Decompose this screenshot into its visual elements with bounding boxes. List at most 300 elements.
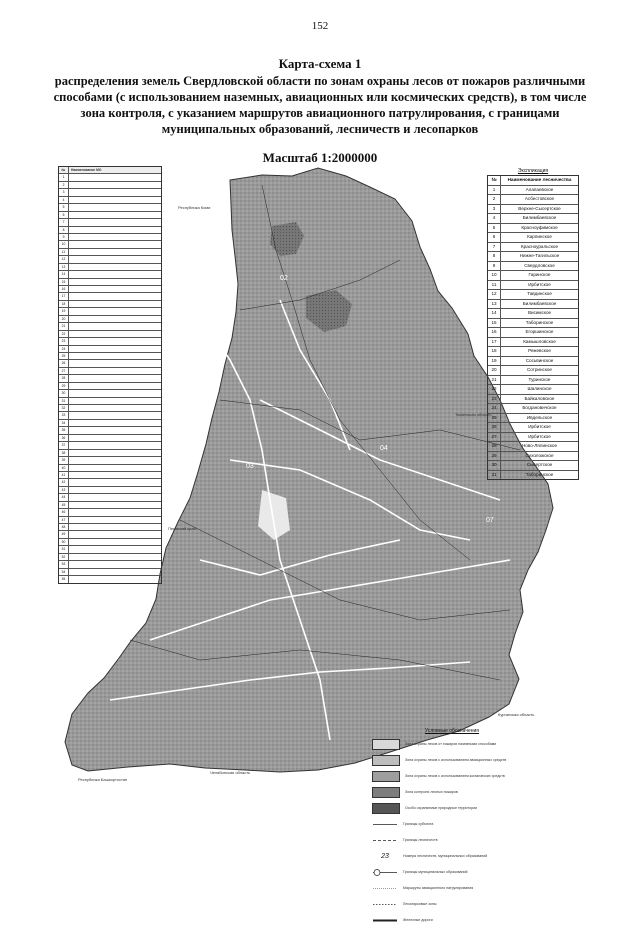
table-row-number: 27 bbox=[59, 368, 69, 374]
explication-number: 20 bbox=[488, 366, 501, 375]
table-row bbox=[59, 420, 161, 427]
table-row-name bbox=[69, 279, 161, 285]
zone-label-03: 03 bbox=[246, 463, 254, 470]
table-row bbox=[59, 271, 161, 278]
legend-line-symbol bbox=[372, 836, 398, 845]
explication-row bbox=[488, 224, 578, 234]
table-row bbox=[59, 323, 161, 330]
table-row-number: 52 bbox=[59, 554, 69, 560]
table-row bbox=[59, 375, 161, 382]
explication-row bbox=[488, 205, 578, 215]
table-row bbox=[59, 390, 161, 397]
table-row bbox=[59, 442, 161, 449]
table-row-number: 26 bbox=[59, 360, 69, 366]
legend-text: Границы муниципальных образований bbox=[403, 870, 468, 875]
table-row-name bbox=[69, 346, 161, 352]
legend-swatch bbox=[372, 803, 400, 814]
explication-number: 19 bbox=[488, 357, 501, 366]
table-row-number: 44 bbox=[59, 494, 69, 500]
legend-text: Зона охраны лесов с использованием космических средств bbox=[405, 774, 505, 779]
explication-name: Гаринское bbox=[528, 272, 551, 277]
table-row bbox=[59, 561, 161, 568]
table-row-number: 16 bbox=[59, 286, 69, 292]
table-row bbox=[59, 494, 161, 501]
table-row-name bbox=[69, 427, 161, 433]
explication-row bbox=[488, 186, 578, 196]
explication-name: Асбестовское bbox=[524, 196, 555, 201]
table-row-name bbox=[69, 375, 161, 381]
explication-name: Алапаевское bbox=[525, 186, 554, 192]
table-row-number: 42 bbox=[59, 479, 69, 485]
table-row-name bbox=[69, 316, 161, 322]
table-row-name bbox=[69, 264, 161, 270]
legend-text: Лесопарковые зоны bbox=[403, 902, 437, 907]
table-row bbox=[59, 479, 161, 486]
table-row bbox=[59, 517, 161, 524]
legend-number-badge: 23 bbox=[381, 853, 389, 860]
explication-name: Сухоложское bbox=[525, 452, 554, 458]
table-row-number: 54 bbox=[59, 569, 69, 575]
table-row-name bbox=[69, 212, 161, 218]
label-neighbor-komi: Республика Коми bbox=[178, 205, 211, 210]
table-row-number: 48 bbox=[59, 524, 69, 530]
table-row bbox=[59, 241, 161, 248]
table-row-name bbox=[69, 517, 161, 523]
table-row-number: 3 bbox=[59, 189, 69, 195]
explication-row bbox=[488, 376, 578, 386]
legend-line-symbol bbox=[372, 868, 398, 877]
table-row bbox=[59, 286, 161, 293]
table-row-name bbox=[69, 383, 161, 389]
table-row-name bbox=[69, 569, 161, 575]
table-row bbox=[59, 546, 161, 553]
legend-item bbox=[372, 754, 532, 767]
table-row-number: 15 bbox=[59, 279, 69, 285]
explication-number: 18 bbox=[488, 347, 501, 356]
table-row bbox=[59, 264, 161, 271]
legend-item bbox=[372, 818, 532, 831]
table-row bbox=[59, 308, 161, 315]
explication-number: 2 bbox=[488, 195, 501, 204]
explication-row bbox=[488, 442, 578, 452]
table-row bbox=[59, 212, 161, 219]
table-row-number: 49 bbox=[59, 531, 69, 537]
table-row-name bbox=[69, 561, 161, 567]
explication-number: 17 bbox=[488, 338, 501, 347]
table-row-name bbox=[69, 353, 161, 359]
table-row-number: 32 bbox=[59, 405, 69, 411]
explication-name: Карпинское bbox=[527, 234, 552, 239]
explication-header: № Наименование лесничества bbox=[488, 176, 578, 186]
table-row-number: 5 bbox=[59, 204, 69, 210]
explication-number: 8 bbox=[488, 252, 501, 261]
table-row-number: 8 bbox=[59, 227, 69, 233]
explication-row bbox=[488, 366, 578, 376]
legend-text: Зона контроля лесных пожаров bbox=[405, 790, 458, 795]
explication-row bbox=[488, 309, 578, 319]
legend-text: Границы субъекта bbox=[403, 822, 434, 827]
explication-row bbox=[488, 195, 578, 205]
table-row-name bbox=[69, 338, 161, 344]
table-row bbox=[59, 531, 161, 538]
table-row bbox=[59, 524, 161, 531]
explication-name: Ново-Лялинское bbox=[521, 443, 558, 448]
explication-number: 6 bbox=[488, 233, 501, 242]
table-row-name bbox=[69, 450, 161, 456]
table-row-name bbox=[69, 249, 161, 255]
table-row-number: 25 bbox=[59, 353, 69, 359]
table-row-number: 22 bbox=[59, 331, 69, 337]
legend-line-symbol bbox=[372, 916, 398, 925]
forestry-explication bbox=[487, 168, 579, 480]
label-neighbor-tyumen: Тюменская область bbox=[455, 412, 492, 417]
explication-row bbox=[488, 471, 578, 480]
legend-item bbox=[372, 866, 532, 879]
table-row bbox=[59, 509, 161, 516]
title-line-2: распределения земель Свердловской области по зонам охраны лесов от пожаров различными способами (с использованием наземных, авиационных или космических средств), в том числе зона контроля, с указанием маршрутов авиационного патрулирования, с границами муниципальных образований, лесничеств и лесопарков bbox=[53, 74, 587, 136]
legend-caption: Условные обозначения bbox=[424, 728, 480, 734]
explication-number: 30 bbox=[488, 461, 501, 470]
table-row-number: 43 bbox=[59, 487, 69, 493]
legend-text: Номера лесничеств, муниципальных образований bbox=[403, 854, 488, 859]
table-row bbox=[59, 293, 161, 300]
explication-row bbox=[488, 414, 578, 424]
legend-item bbox=[372, 738, 532, 751]
table-row-number: 45 bbox=[59, 502, 69, 508]
explication-row bbox=[488, 404, 578, 414]
table-row bbox=[59, 316, 161, 323]
explication-name: Таборинское bbox=[525, 319, 554, 325]
legend-item bbox=[372, 770, 532, 783]
table-row bbox=[59, 360, 161, 367]
table-row-number: 7 bbox=[59, 219, 69, 225]
table-row bbox=[59, 450, 161, 457]
table-row bbox=[59, 427, 161, 434]
table-row-name bbox=[69, 219, 161, 225]
legend-swatch bbox=[372, 755, 400, 766]
table-row-number: 4 bbox=[59, 197, 69, 203]
legend-text: Железные дороги bbox=[403, 918, 433, 923]
table-row bbox=[59, 338, 161, 345]
table-row-number: 12 bbox=[59, 256, 69, 262]
legend-swatch bbox=[372, 771, 400, 782]
explication-number: 14 bbox=[488, 309, 501, 318]
table-row bbox=[59, 569, 161, 576]
explication-number: 26 bbox=[488, 423, 501, 432]
table-row bbox=[59, 576, 161, 582]
explication-name: Сотринское bbox=[526, 367, 552, 372]
explication-row bbox=[488, 233, 578, 243]
table-row-name bbox=[69, 293, 161, 299]
table-row-name bbox=[69, 197, 161, 203]
table-row-name bbox=[69, 576, 161, 582]
table-row-number: 6 bbox=[59, 212, 69, 218]
explication-number: 28 bbox=[488, 442, 501, 451]
table-row bbox=[59, 346, 161, 353]
explication-row bbox=[488, 271, 578, 281]
table-row-name bbox=[69, 286, 161, 292]
explication-number: 16 bbox=[488, 328, 501, 337]
explication-row bbox=[488, 347, 578, 357]
explication-number: 13 bbox=[488, 300, 501, 309]
table-row-name bbox=[69, 554, 161, 560]
explication-name: Красноуральское bbox=[520, 243, 559, 249]
explication-row bbox=[488, 262, 578, 272]
table-row-name bbox=[69, 465, 161, 471]
table-row bbox=[59, 227, 161, 234]
table-row-name bbox=[69, 502, 161, 508]
table-row bbox=[59, 405, 161, 412]
table-row bbox=[59, 189, 161, 196]
table-row-number: 31 bbox=[59, 398, 69, 404]
table-row bbox=[59, 368, 161, 375]
legend-line-symbol bbox=[372, 884, 398, 893]
table-row bbox=[59, 301, 161, 308]
explication-number: 12 bbox=[488, 290, 501, 299]
legend-item bbox=[372, 914, 532, 927]
legend-swatch bbox=[372, 739, 400, 750]
table-row-name bbox=[69, 368, 161, 374]
table-row-number: 14 bbox=[59, 271, 69, 277]
explication-name: Ирбитское bbox=[528, 281, 551, 287]
table-row bbox=[59, 457, 161, 464]
label-neighbor-chelyabinsk: Челябинская область bbox=[210, 770, 251, 775]
explication-row bbox=[488, 452, 578, 462]
table-row bbox=[59, 219, 161, 226]
table-row bbox=[59, 331, 161, 338]
table-header: № Наименование МО bbox=[59, 167, 161, 174]
table-row-number: 30 bbox=[59, 390, 69, 396]
table-row bbox=[59, 554, 161, 561]
table-row-name bbox=[69, 390, 161, 396]
table-row-name bbox=[69, 435, 161, 441]
explication-name: Висимское bbox=[527, 310, 552, 315]
table-row bbox=[59, 398, 161, 405]
table-row-name bbox=[69, 494, 161, 500]
table-row-number: 36 bbox=[59, 435, 69, 441]
table-row-name bbox=[69, 331, 161, 337]
legend-text: Маршруты авиационного патрулирования bbox=[403, 886, 474, 891]
table-row-number: 13 bbox=[59, 264, 69, 270]
table-row-name bbox=[69, 241, 161, 247]
table-row-name bbox=[69, 405, 161, 411]
table-row-name bbox=[69, 509, 161, 515]
explication-name: Ивдельское bbox=[526, 414, 553, 420]
table-row-number: 28 bbox=[59, 375, 69, 381]
label-neighbor-bashkortostan: Республика Башкортостан bbox=[78, 777, 128, 782]
explication-number: 24 bbox=[488, 404, 501, 413]
legend-item bbox=[372, 786, 532, 799]
explication-name: Егоршинское bbox=[525, 329, 554, 334]
table-row-name bbox=[69, 539, 161, 545]
table-row-name bbox=[69, 479, 161, 485]
explication-row bbox=[488, 461, 578, 471]
table-row-name bbox=[69, 442, 161, 448]
explication-number: 1 bbox=[488, 186, 501, 195]
explication-row bbox=[488, 281, 578, 291]
table-row-name bbox=[69, 256, 161, 262]
table-row-name bbox=[69, 234, 161, 240]
table-row-number: 23 bbox=[59, 338, 69, 344]
explication-name: Верхне-Сысертское bbox=[518, 205, 561, 211]
table-row-number: 41 bbox=[59, 472, 69, 478]
label-neighbor-kurgan: Курганская область bbox=[498, 712, 535, 717]
table-row bbox=[59, 472, 161, 479]
table-row-number: 1 bbox=[59, 174, 69, 180]
legend-item bbox=[372, 802, 532, 815]
explication-name: Сысертское bbox=[526, 462, 553, 467]
table-row-name bbox=[69, 189, 161, 195]
explication-name: Режевское bbox=[528, 348, 551, 353]
table-row bbox=[59, 249, 161, 256]
table-row-name bbox=[69, 546, 161, 552]
table-row-number: 50 bbox=[59, 539, 69, 545]
table-row-number: 34 bbox=[59, 420, 69, 426]
table-row bbox=[59, 353, 161, 360]
explication-name: Сосьвинское bbox=[525, 357, 554, 363]
explication-row bbox=[488, 357, 578, 367]
explication-caption: Экспликация bbox=[517, 168, 549, 174]
legend-text: Особо охраняемые природные территории bbox=[405, 806, 478, 811]
legend-item bbox=[372, 882, 532, 895]
table-row-number: 46 bbox=[59, 509, 69, 515]
table-row bbox=[59, 182, 161, 189]
table-row-number: 20 bbox=[59, 316, 69, 322]
legend-item bbox=[372, 850, 532, 863]
table-row-name bbox=[69, 308, 161, 314]
explication-row bbox=[488, 423, 578, 433]
table-row-number: 35 bbox=[59, 427, 69, 433]
explication-number: 3 bbox=[488, 205, 501, 214]
legend-line-symbol bbox=[372, 820, 398, 829]
explication-name: Байкаловское bbox=[524, 395, 555, 401]
table-row bbox=[59, 502, 161, 509]
explication-number: 15 bbox=[488, 319, 501, 328]
table-row-number: 33 bbox=[59, 412, 69, 418]
table-row bbox=[59, 435, 161, 442]
explication-row bbox=[488, 433, 578, 443]
explication-name: Красноуфимское bbox=[521, 224, 558, 230]
table-row-number: 9 bbox=[59, 234, 69, 240]
table-row-name bbox=[69, 412, 161, 418]
table-row-number: 40 bbox=[59, 465, 69, 471]
table-row bbox=[59, 204, 161, 211]
municipality-table bbox=[58, 166, 162, 584]
table-row bbox=[59, 412, 161, 419]
zone-label-07: 07 bbox=[486, 517, 494, 524]
explication-number: 4 bbox=[488, 214, 501, 223]
explication-name: Билимбаевское bbox=[522, 300, 557, 306]
explication-name: Камышловское bbox=[523, 338, 556, 344]
table-row-name bbox=[69, 182, 161, 188]
explication-row bbox=[488, 385, 578, 395]
explication-name: Богдановичское bbox=[522, 405, 557, 410]
table-row-name bbox=[69, 301, 161, 307]
explication-number: 31 bbox=[488, 471, 501, 480]
label-neighbor-perm: Пермский край bbox=[168, 526, 196, 531]
explication-name: Нижне-Тагильское bbox=[519, 253, 560, 258]
table-row bbox=[59, 197, 161, 204]
table-row-name bbox=[69, 271, 161, 277]
table-row bbox=[59, 383, 161, 390]
table-row-number: 37 bbox=[59, 442, 69, 448]
table-row-name bbox=[69, 457, 161, 463]
table-row-name bbox=[69, 487, 161, 493]
table-row bbox=[59, 174, 161, 181]
table-row-name bbox=[69, 472, 161, 478]
table-row bbox=[59, 539, 161, 546]
explication-number: 7 bbox=[488, 243, 501, 252]
legend-text: Зона охраны лесов от пожаров наземными способами bbox=[405, 742, 497, 747]
explication-number: 10 bbox=[488, 271, 501, 280]
explication-name: Шалинское bbox=[527, 386, 552, 391]
table-row-number: 29 bbox=[59, 383, 69, 389]
explication-row bbox=[488, 395, 578, 405]
table-row-number: 2 bbox=[59, 182, 69, 188]
explication-number: 22 bbox=[488, 385, 501, 394]
table-row-number: 55 bbox=[59, 576, 69, 582]
explication-row bbox=[488, 328, 578, 338]
explication-number: 29 bbox=[488, 452, 501, 461]
explication-number: 11 bbox=[488, 281, 501, 290]
table-row-number: 51 bbox=[59, 546, 69, 552]
table-row-name bbox=[69, 227, 161, 233]
zone-label-02: 02 bbox=[280, 275, 288, 282]
explication-number: 5 bbox=[488, 224, 501, 233]
table-row-number: 21 bbox=[59, 323, 69, 329]
explication-number: 21 bbox=[488, 376, 501, 385]
table-row-name bbox=[69, 531, 161, 537]
table-row-name bbox=[69, 323, 161, 329]
table-row bbox=[59, 487, 161, 494]
title-line-1: Карта-схема 1 bbox=[278, 56, 362, 71]
table-row bbox=[59, 256, 161, 263]
map-scale: Масштаб 1:2000000 bbox=[262, 150, 378, 165]
explication-number: 9 bbox=[488, 262, 501, 271]
table-row-number: 38 bbox=[59, 450, 69, 456]
explication-row bbox=[488, 243, 578, 253]
map-legend bbox=[372, 728, 532, 930]
page-number: 152 bbox=[311, 20, 329, 32]
explication-name: Билимбаевское bbox=[522, 215, 557, 220]
explication-name: Свердловское bbox=[524, 262, 555, 268]
legend-swatch bbox=[372, 787, 400, 798]
explication-name: Туринское bbox=[528, 376, 551, 382]
explication-row bbox=[488, 338, 578, 348]
table-row bbox=[59, 234, 161, 241]
table-row-number: 53 bbox=[59, 561, 69, 567]
explication-number: 27 bbox=[488, 433, 501, 442]
zone-label-04: 04 bbox=[380, 445, 388, 452]
table-row-name bbox=[69, 524, 161, 530]
table-row-number: 39 bbox=[59, 457, 69, 463]
table-row-name bbox=[69, 174, 161, 180]
table-row-number: 24 bbox=[59, 346, 69, 352]
explication-name: Ирбитское bbox=[528, 424, 551, 429]
explication-name: Тавдинское bbox=[527, 291, 552, 296]
legend-text: Границы лесничеств bbox=[403, 838, 438, 843]
table-row-number: 19 bbox=[59, 308, 69, 314]
explication-number: 25 bbox=[488, 414, 501, 423]
table-row-number: 47 bbox=[59, 517, 69, 523]
table-row-number: 18 bbox=[59, 301, 69, 307]
table-row-name bbox=[69, 398, 161, 404]
legend-item bbox=[372, 834, 532, 847]
explication-name: Таборинское bbox=[525, 471, 554, 477]
explication-row bbox=[488, 214, 578, 224]
table-row-number: 17 bbox=[59, 293, 69, 299]
table-row bbox=[59, 465, 161, 472]
